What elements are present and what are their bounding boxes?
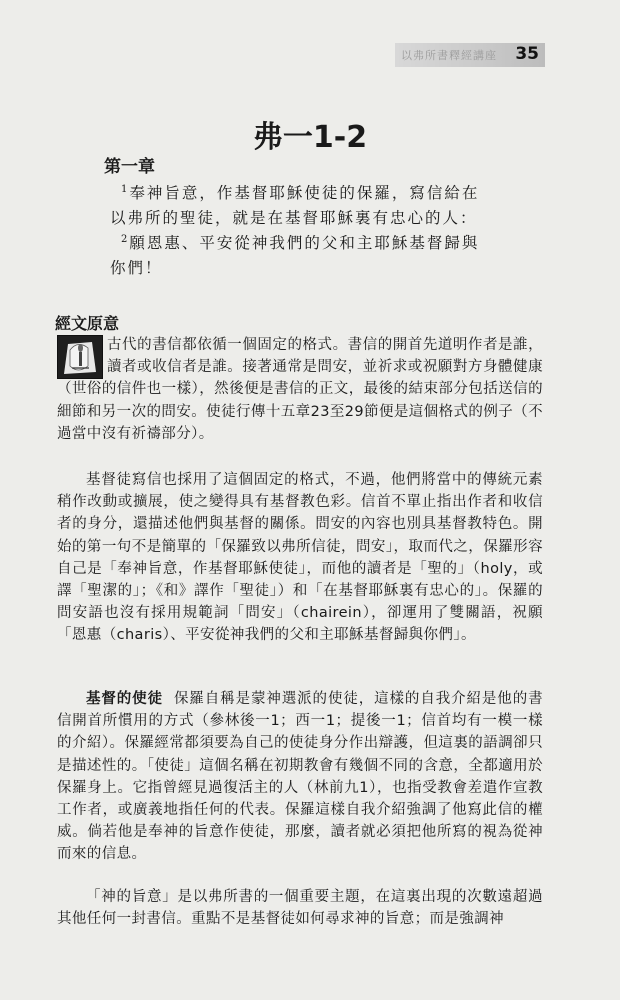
page-number: 35: [515, 44, 539, 64]
subheading-apostle: 基督的使徒: [86, 691, 163, 707]
verse-number: 2: [121, 233, 130, 245]
paragraph-2: 基督徒寫信也採用了這個固定的格式，不過，他們將當中的傳統元素稍作改動或擴展，使之變得具有基督教色彩。信首不單止指出作者和收信者的身分，還描述他們與基督的關係。問安的內容也別具基督教特色。開始的第一句不是簡單的「保羅致以弗所信徒，問安」，取而代之，保羅形容自己是「奉神旨意，作基督耶穌使徒」，而他的讀者是「聖的」（holy，或譯「聖潔的」；《和》譯作「聖徒」）和「在基督耶穌裏有忠心的」。保羅的問安語也沒有採用規範詞「問安」（chairein），卻運用了雙關語，祝願「恩惠（charis）、平安從神我們的父和主耶穌基督歸與你們」。: [57, 472, 543, 644]
scripture-verse-2-line-2: 你們！: [110, 259, 163, 277]
chapter-label: 第一章: [104, 157, 155, 177]
paragraph-4: 「神的旨意」是以弗所書的一個重要主題，在這裏出現的次數遠超過其他任何一封書信。重點不是基督徒如何尋求神的旨意；而是強調神: [57, 889, 543, 928]
section-heading: 經文原意: [55, 314, 120, 333]
icon-spacer: [57, 334, 107, 378]
scripture-verse-1-line-2: 以弗所的聖徒，就是在基督耶穌裏有忠心的人：: [110, 209, 478, 227]
running-title: 以弗所書釋經講座: [401, 49, 497, 62]
paragraph-3: 基督的使徒 保羅自稱是蒙神選派的使徒，這樣的自我介紹是他的書信開首所慣用的方式（參林後一1；西一1；提後一1；信首均有一模一樣的介紹）。保羅經常都須要為自己的使徒身分作出辯護，但這裏的語調卻只是描述性的。「使徒」這個名稱在初期教會有幾個不同的含意，全都適用於保羅身上。它指曾經見過復活主的人（林前九1），也指受教會差遣作宣教工作者，或廣義地指任何的代表。保羅這樣自我介紹強調了他寫此信的權威。倘若他是奉神的旨意作使徒，那麼，讀者就必須把他所寫的視為從神而來的信息。: [57, 691, 543, 863]
scripture-verse-2-line-1: $^2$願恩惠、平安從神我們的父和主耶穌基督歸與: [121, 233, 480, 252]
passage-title: 弗一1-2: [252, 120, 368, 155]
running-header: [395, 43, 545, 67]
scripture-verse-1-line-1: $^1$奉神旨意，作基督耶穌使徒的保羅，寫信給在: [121, 183, 480, 202]
verse-number: 1: [121, 183, 130, 195]
paragraph-1: 古代的書信都依循一個固定的格式。書信的開首先道明作者是誰，讀者或收信者是誰。接著通常是問安，並祈求或祝願對方身體健康（世俗的信件也一樣），然後便是書信的正文，最後的結束部分包括送信的細節和另一次的問安。使徒行傳十五章23至29節便是這個格式的例子（不過當中沒有祈禱部分）。: [57, 334, 543, 445]
